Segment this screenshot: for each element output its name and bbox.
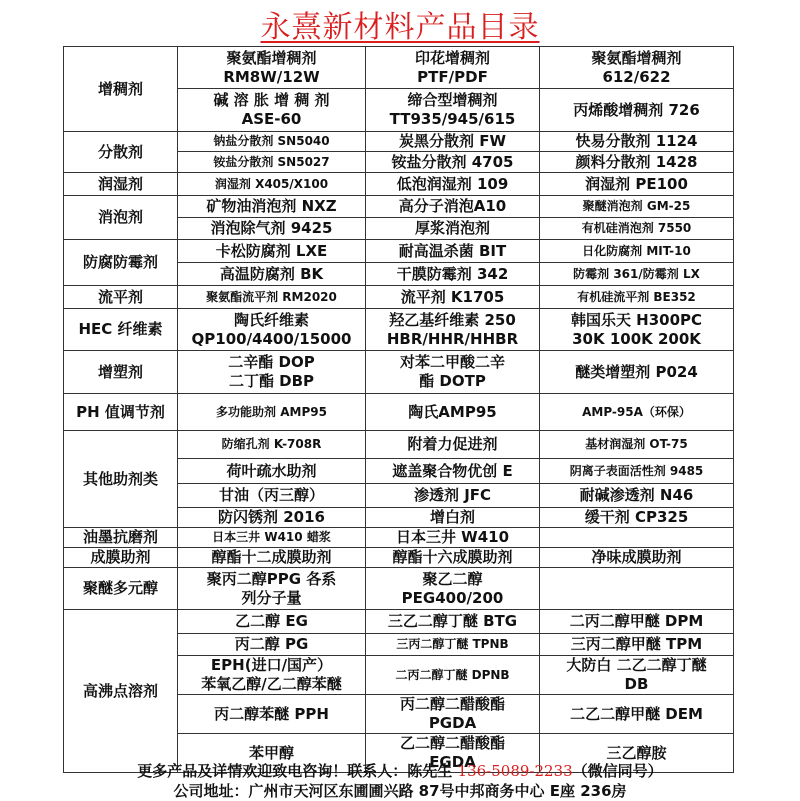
product-name-line: TT935/945/615 xyxy=(389,110,516,128)
product-cell xyxy=(178,286,366,309)
product-cell xyxy=(366,656,540,695)
product-name-line: AMP-95A（环保） xyxy=(582,404,691,419)
product-cell xyxy=(540,548,734,568)
table-row xyxy=(64,309,734,351)
product-name-line: 附着力促进剂 xyxy=(407,435,498,453)
product-name-line: 多功能助剂 AMP95 xyxy=(216,404,327,419)
product-name-line: 消泡除气剂 9425 xyxy=(210,219,333,237)
product-cell xyxy=(366,431,540,459)
product-cell xyxy=(366,568,540,610)
product-name-line: 润湿剂 X405/X100 xyxy=(214,176,329,191)
product-cell xyxy=(540,695,734,734)
product-name-line: 钠盐分散剂 SN5040 xyxy=(213,134,330,148)
product-name-line: 颜料分散剂 1428 xyxy=(575,152,698,171)
product-cell xyxy=(540,508,734,528)
product-cell xyxy=(366,548,540,568)
product-cell xyxy=(540,240,734,263)
category-cell: 防腐防霉剂 xyxy=(64,240,178,286)
product-cell xyxy=(366,47,540,89)
product-cell xyxy=(540,173,734,196)
product-cell xyxy=(540,634,734,656)
product-name-line: ASE-60 xyxy=(241,110,302,128)
product-cell xyxy=(178,484,366,508)
category-cell: 高沸点溶剂 xyxy=(64,610,178,773)
product-cell xyxy=(178,309,366,351)
product-name-line: 碱 溶 胀 增 稠 剂 xyxy=(213,91,330,109)
product-name-line: 净味成膜助剂 xyxy=(591,548,682,566)
table-row xyxy=(64,240,734,263)
product-name-line: 苯甲醇 xyxy=(248,743,294,762)
product-name-line: 防霉剂 361/防霉剂 LX xyxy=(573,266,700,281)
product-name-line: 丙二醇二醋酸酯 xyxy=(399,695,505,713)
product-name-line: 二乙二醇甲醚 DEM xyxy=(570,704,703,723)
product-name-line: 对苯二甲酸二辛 xyxy=(399,353,505,371)
product-name-line: 润湿剂 PE100 xyxy=(585,174,688,193)
product-cell xyxy=(178,508,366,528)
product-name-line: HBR/HHR/HHBR xyxy=(386,329,519,348)
product-name-line: 炭黑分散剂 FW xyxy=(398,132,506,150)
product-cell xyxy=(366,394,540,431)
category-cell: PH 值调节剂 xyxy=(64,394,178,431)
product-cell xyxy=(366,89,540,132)
product-name-line: 陶氏AMP95 xyxy=(408,402,497,421)
product-name-line: 30K 100K 200K xyxy=(572,329,701,348)
product-cell xyxy=(366,459,540,484)
product-name-line: 醇酯十二成膜助剂 xyxy=(211,548,332,566)
product-cell xyxy=(540,394,734,431)
phone-number[interactable]: 136-5089-2233 xyxy=(457,762,573,780)
product-name-line: 矿物油消泡剂 NXZ xyxy=(206,197,337,215)
product-cell xyxy=(178,394,366,431)
product-name-line: 韩国乐天 H300PC xyxy=(570,310,703,329)
product-name-line: 耐碱渗透剂 N46 xyxy=(579,486,694,504)
category-cell: 润湿剂 xyxy=(64,173,178,196)
category-cell: 油墨抗磨剂 xyxy=(64,528,178,548)
product-name-line: 有机硅流平剂 BE352 xyxy=(577,289,696,304)
table-row xyxy=(64,528,734,548)
product-name-line: 铵盐分散剂 4705 xyxy=(391,152,514,171)
contact-suffix: （微信同号） xyxy=(572,762,663,780)
product-cell xyxy=(178,132,366,152)
product-cell xyxy=(178,548,366,568)
product-name-line: 羟乙基纤维素 250 xyxy=(389,310,516,329)
product-cell xyxy=(366,173,540,196)
product-name-line: RM8W/12W xyxy=(223,67,320,86)
product-name-line: 二丁酯 DBP xyxy=(228,372,315,390)
product-cell xyxy=(366,263,540,286)
address-line xyxy=(0,780,800,801)
product-name-line: 丙二醇 PG xyxy=(234,635,309,653)
product-name-line: PTF/PDF xyxy=(417,67,488,86)
table-row xyxy=(64,610,734,634)
product-name-line: 渗透剂 JFC xyxy=(413,486,492,504)
product-cell xyxy=(366,484,540,508)
product-name-line: 聚丙二醇PPG 各系 xyxy=(206,569,337,588)
category-cell: 增塑剂 xyxy=(64,351,178,394)
product-cell xyxy=(366,196,540,218)
product-cell xyxy=(366,508,540,528)
product-cell xyxy=(366,695,540,734)
product-name-line: 聚乙二醇 xyxy=(422,569,483,588)
product-cell xyxy=(178,695,366,734)
product-name-line: 二丙二醇甲醚 DPM xyxy=(569,612,704,630)
category-cell: 增稠剂 xyxy=(64,47,178,132)
product-cell xyxy=(178,634,366,656)
product-cell xyxy=(366,634,540,656)
product-name-line: 醚类增塑剂 P024 xyxy=(575,362,698,381)
catalog-title-wrap xyxy=(0,2,800,46)
product-cell xyxy=(366,286,540,309)
product-name-line: 三丙二醇甲醚 TPM xyxy=(570,635,703,653)
product-cell xyxy=(366,309,540,351)
product-name-line: 高温防腐剂 BK xyxy=(219,264,324,283)
product-name-line: 醇酯十六成膜助剂 xyxy=(392,548,513,566)
product-cell xyxy=(366,132,540,152)
product-cell xyxy=(540,484,734,508)
product-name-line: 三丙二醇丁醚 TPNB xyxy=(396,637,509,651)
product-name-line: 三乙醇胺 xyxy=(606,743,667,762)
product-cell xyxy=(178,528,366,548)
contact-prefix: 更多产品及详情欢迎致电咨询！联系人：陈先生 xyxy=(137,762,453,780)
product-name-line: 二丙二醇丁醚 DPNB xyxy=(395,667,510,682)
table-row xyxy=(64,173,734,196)
product-cell xyxy=(178,431,366,459)
product-cell xyxy=(178,218,366,240)
product-name-line: 缔合型增稠剂 xyxy=(407,91,498,109)
product-cell xyxy=(540,610,734,634)
product-name-line: 阴离子表面活性剂 9485 xyxy=(569,463,704,478)
product-cell xyxy=(540,351,734,394)
product-name-line: QP100/4400/15000 xyxy=(191,329,352,348)
company-address: 公司地址：广州市天河区东圃圃兴路 87号中邦商务中心 E座 236房 xyxy=(173,782,627,800)
product-name-line: 丙二醇苯醚 PPH xyxy=(214,704,329,723)
category-cell: 消泡剂 xyxy=(64,196,178,240)
product-name-line: 低泡润湿剂 109 xyxy=(396,174,509,193)
product-cell xyxy=(540,196,734,218)
product-name-line: 快易分散剂 1124 xyxy=(575,132,698,150)
table-row xyxy=(64,431,734,459)
table-row xyxy=(64,568,734,610)
product-cell xyxy=(540,528,734,548)
product-name-line: 乙二醇 EG xyxy=(235,612,308,630)
product-name-line: 酯 DOTP xyxy=(419,372,486,390)
product-cell xyxy=(540,89,734,132)
catalog-title: 永熹新材料产品目录 xyxy=(260,10,540,45)
product-cell xyxy=(540,431,734,459)
product-name-line: 列分子量 xyxy=(241,588,302,607)
product-name-line: 干膜防霉剂 342 xyxy=(396,264,509,283)
product-cell xyxy=(178,89,366,132)
table-row xyxy=(64,132,734,152)
product-cell xyxy=(540,47,734,89)
table-row xyxy=(64,286,734,309)
product-cell xyxy=(366,240,540,263)
product-cell xyxy=(540,218,734,240)
catalog-body xyxy=(64,47,734,773)
category-cell: 分散剂 xyxy=(64,132,178,173)
product-cell xyxy=(178,196,366,218)
product-name-line: 聚氨酯流平剂 RM2020 xyxy=(206,289,337,304)
product-name-line: 聚醚消泡剂 GM-25 xyxy=(582,199,691,213)
product-cell xyxy=(178,459,366,484)
product-name-line: 甘油（丙三醇） xyxy=(218,486,324,504)
category-cell: 流平剂 xyxy=(64,286,178,309)
product-cell xyxy=(178,263,366,286)
product-cell xyxy=(540,132,734,152)
product-cell xyxy=(366,610,540,634)
product-name-line: 日化防腐剂 MIT-10 xyxy=(582,243,691,258)
contact-line xyxy=(0,760,800,781)
category-cell: 成膜助剂 xyxy=(64,548,178,568)
table-row xyxy=(64,351,734,394)
product-name-line: 防闪锈剂 2016 xyxy=(218,508,325,526)
product-name-line: PEG400/200 xyxy=(401,588,504,607)
product-name-line: EGDA xyxy=(429,753,476,771)
product-cell xyxy=(540,459,734,484)
product-name-line: 厚浆消泡剂 xyxy=(414,219,490,237)
product-name-line: 日本三井 W410 蜡浆 xyxy=(212,530,331,544)
product-cell xyxy=(540,263,734,286)
product-name-line: EPH(进口/国产） xyxy=(210,656,333,674)
product-catalog-table xyxy=(63,46,734,773)
product-name-line: 三乙二醇丁醚 BTG xyxy=(387,612,518,630)
product-cell xyxy=(178,568,366,610)
product-name-line: 日本三井 W410 xyxy=(395,528,510,546)
product-cell xyxy=(540,152,734,173)
category-cell: HEC 纤维素 xyxy=(64,309,178,351)
table-row xyxy=(64,196,734,218)
product-name-line: 增白剂 xyxy=(429,508,475,526)
product-cell xyxy=(366,351,540,394)
product-name-line: 铵盐分散剂 SN5027 xyxy=(213,154,330,169)
product-cell xyxy=(366,152,540,173)
product-cell xyxy=(178,351,366,394)
product-name-line: 高分子消泡A10 xyxy=(398,197,507,215)
product-cell xyxy=(366,218,540,240)
product-name-line: PGDA xyxy=(428,714,477,732)
product-name-line: 荷叶疏水助剂 xyxy=(226,461,317,480)
category-cell: 聚醚多元醇 xyxy=(64,568,178,610)
table-row xyxy=(64,394,734,431)
table-row xyxy=(64,548,734,568)
table-row xyxy=(64,47,734,89)
product-name-line: 二辛酯 DOP xyxy=(228,353,315,371)
product-name-line: 聚氨酯增稠剂 xyxy=(226,48,317,67)
product-name-line: 缓干剂 CP325 xyxy=(584,508,689,526)
product-name-line: 耐高温杀菌 BIT xyxy=(398,241,507,260)
product-name-line: 卡松防腐剂 LXE xyxy=(215,241,328,260)
product-name-line: 有机硅消泡剂 7550 xyxy=(581,221,692,235)
product-name-line: 乙二醇二醋酸酯 xyxy=(399,734,505,752)
product-name-line: 丙烯酸增稠剂 726 xyxy=(573,100,700,119)
product-name-line: 612/622 xyxy=(602,67,671,86)
product-cell xyxy=(540,309,734,351)
product-cell xyxy=(540,656,734,695)
product-name-line: 大防白 二乙二醇丁醚 xyxy=(566,656,707,674)
product-name-line: DB xyxy=(624,675,649,693)
product-cell xyxy=(540,286,734,309)
product-cell xyxy=(178,152,366,173)
product-cell xyxy=(178,47,366,89)
product-name-line: 苯氧乙醇/乙二醇苯醚 xyxy=(201,675,342,693)
product-name-line: 印花增稠剂 xyxy=(414,48,490,67)
product-name-line: 聚氨酯增稠剂 xyxy=(591,48,682,67)
product-name-line: 防缩孔剂 K-708R xyxy=(221,437,322,451)
product-cell xyxy=(366,528,540,548)
product-name-line: 基材润湿剂 OT-75 xyxy=(585,437,688,451)
product-name-line: 遮盖聚合物优创 E xyxy=(392,461,513,480)
product-name-line: 陶氏纤维素 xyxy=(233,310,309,329)
product-cell xyxy=(178,173,366,196)
product-cell xyxy=(178,656,366,695)
category-cell: 其他助剂类 xyxy=(64,431,178,528)
product-cell xyxy=(540,568,734,610)
product-cell xyxy=(178,610,366,634)
product-name-line: 流平剂 K1705 xyxy=(400,287,505,306)
product-cell xyxy=(178,240,366,263)
